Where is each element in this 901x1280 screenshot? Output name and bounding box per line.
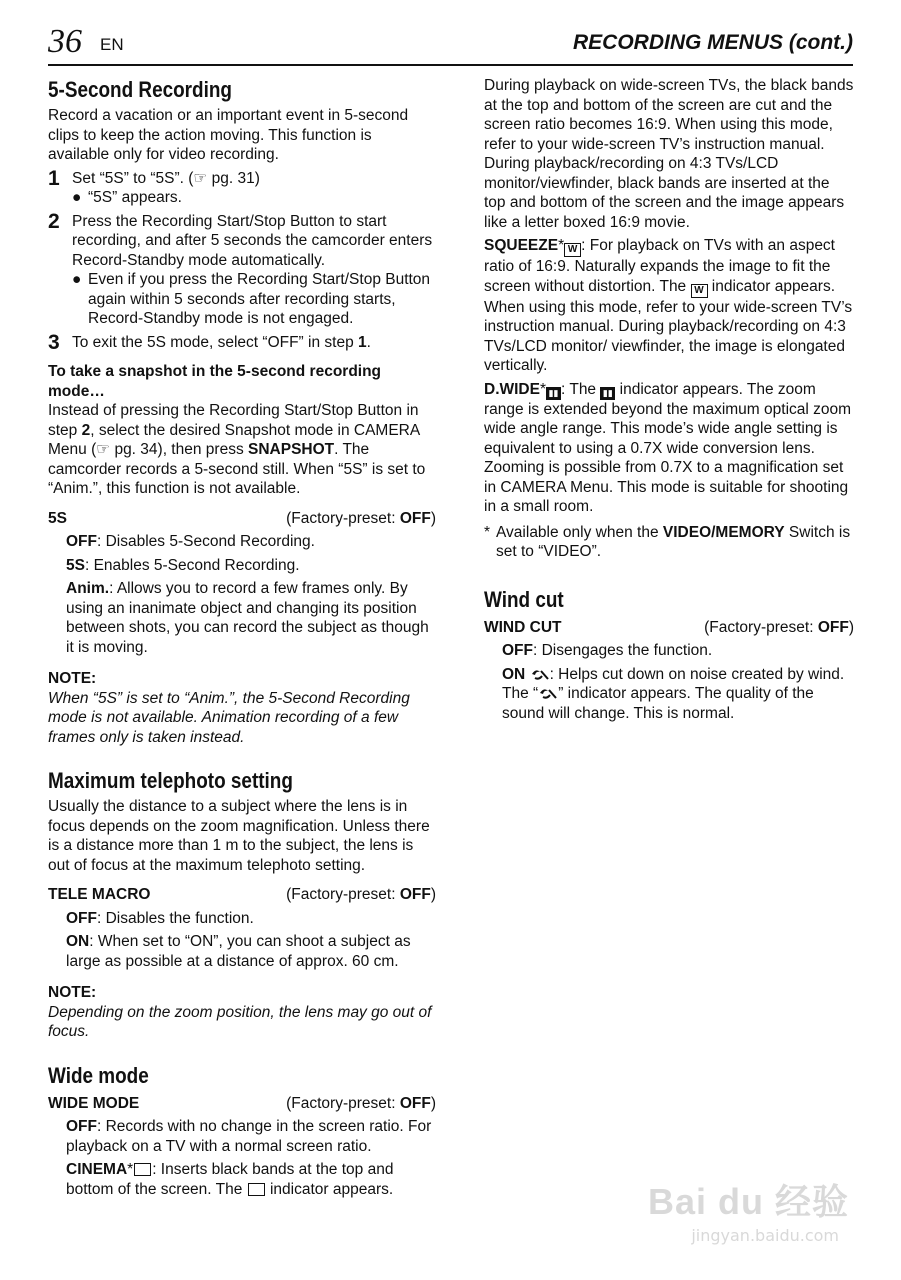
preset-value: OFF: [399, 886, 431, 903]
snapshot-text-b: 2: [81, 421, 91, 439]
snapshot-text: [48, 401, 436, 499]
preset-suffix: ): [430, 509, 436, 527]
setting-wide-mode-name: WIDE MODE: [48, 1094, 140, 1112]
step-2-number: 2: [48, 209, 60, 233]
step-3-number: 3: [48, 330, 60, 354]
footnote-text-b: VIDEO/MEMORY: [662, 523, 785, 541]
snapshot-text-c: , select the desired Snapshot mode in CAMERA Menu (☞ pg. 34), then press: [48, 421, 420, 458]
bullet-icon: ●: [72, 189, 82, 206]
asterisk-mark: *: [127, 1161, 134, 1178]
left-column: [48, 76, 436, 1199]
step-1-text: Set “5S” to “5S”. (☞ pg. 31): [72, 169, 260, 187]
preset-value: OFF: [399, 509, 431, 527]
option-dwide-label: D.WIDE: [484, 380, 540, 398]
note-text: Depending on the zoom position, the lens may go out of focus.: [48, 1003, 432, 1040]
option-on-text-a: : Helps cut down on noise created by wind. The “: [502, 665, 845, 702]
preset-prefix: (Factory-preset:: [704, 618, 818, 636]
option-cinema-text-b: indicator appears.: [265, 1180, 394, 1198]
step-1-number: 1: [48, 166, 60, 190]
dwide-icon: ▮▮: [546, 387, 561, 400]
snapshot-text-a: Instead of pressing the Recording Start/Stop Button in step: [48, 402, 419, 439]
step-3-text-c: .: [366, 333, 371, 351]
wind-cut-icon: [538, 686, 558, 700]
note-label: NOTE:: [48, 670, 97, 687]
option-on-text: : When set to “ON”, you can shoot a subject as large as possible at a distance of approx. 60 cm.: [66, 933, 411, 970]
step-1-bullet-text: “5S” appears.: [88, 189, 182, 206]
option-off-text: : Disables 5-Second Recording.: [97, 533, 315, 550]
option-off-text: : Disables the function.: [97, 909, 254, 927]
option-off-label: OFF: [502, 642, 533, 659]
footnote-text-c: Switch is set to “VIDEO”.: [496, 523, 851, 560]
snapshot-text-e: . The camcorder records a 5-second still. When “5S” is set to “Anim.”, this function is not available.: [48, 441, 426, 497]
footnote-text-a: Available only when the: [496, 523, 663, 541]
step-1-bullet: [72, 188, 436, 208]
snapshot-heading: To take a snapshot in the 5-second recording mode…: [48, 363, 382, 400]
note-text: When “5S” is set to “Anim.”, the 5-Second Recording mode is not available. Animation recording of a few frames only is taken instead.: [48, 689, 410, 746]
step-2-bullet-text: Even if you press the Recording Start/Stop Button again within 5 seconds after recording starts, Record-Standby mode is not engaged.: [88, 271, 431, 327]
cinema-continued: During playback on wide-screen TVs, the black bands at the top and bottom of the screen are cut and the screen ratio becomes 16:9. When using this mode, refer to your wide-screen TV’s instruction manual. During playback/recording on 4:3 TVs/LCD monitor/viewfinder, black bands are inserted at the top and bottom of the screen and the image appears like a letter boxed 16:9 movie.: [484, 77, 854, 231]
telephoto-intro: Usually the distance to a subject where the lens is in focus depends on the zoom magnification. Unless there is a distance more than 1 m to the subject, the lens is out of focus at the maximum telephoto setting.: [48, 798, 430, 874]
setting-wind-cut: [484, 618, 854, 638]
option-anim: [66, 579, 436, 657]
step-2-bullet: [72, 270, 436, 329]
setting-tele-macro-preset: [286, 885, 436, 905]
setting-5s: [48, 509, 436, 529]
setting-wind-cut-preset: [704, 618, 854, 638]
step-2: [48, 209, 436, 271]
option-off-label: OFF: [66, 909, 97, 927]
squeeze-w-icon: W: [691, 284, 708, 298]
option-on: [66, 932, 436, 971]
setting-tele-macro: [48, 885, 436, 905]
squeeze-w-icon: W: [564, 243, 581, 257]
section-title: RECORDING MENUS (cont.): [573, 31, 853, 54]
preset-prefix: (Factory-preset:: [286, 886, 400, 903]
note-label: NOTE:: [48, 984, 97, 1001]
option-on: [502, 665, 854, 724]
wind-cut-icon: [530, 667, 550, 681]
setting-wide-mode: [48, 1094, 436, 1114]
setting-5s-name: 5S: [48, 509, 67, 527]
option-5s: [66, 556, 436, 576]
option-cinema-label: CINEMA: [66, 1161, 128, 1178]
option-anim-text: : Allows you to record a few frames only. By using an inanimate object and changing its position between shots, you can record the subject as though it is moving.: [66, 580, 429, 656]
preset-prefix: (Factory-preset:: [286, 1094, 400, 1112]
preset-suffix: ): [430, 886, 436, 903]
asterisk-mark: *: [539, 380, 547, 398]
header-divider: [48, 64, 853, 66]
option-off: [66, 532, 436, 552]
step-3-text-a: To exit the 5S mode, select “OFF” in step: [72, 333, 359, 351]
option-off-label: OFF: [66, 1118, 97, 1135]
preset-suffix: ): [848, 618, 854, 636]
option-off: [66, 909, 436, 929]
page-header: [48, 22, 853, 62]
preset-prefix: (Factory-preset:: [286, 509, 400, 527]
option-off: [66, 1117, 436, 1156]
option-off-text: : Records with no change in the screen ratio. For playback on a TV with a normal screen ratio.: [66, 1118, 432, 1155]
step-1: [48, 166, 436, 190]
step-2-text: Press the Recording Start/Stop Button to start recording, and after 5 seconds the camcorder enters Record-Standby mode automatically.: [72, 212, 433, 269]
watermark-url: jingyan.baidu.com: [691, 1226, 839, 1245]
option-off: [502, 641, 854, 661]
option-cinema-text-a: : Inserts black bands at the top and bottom of the screen. The: [66, 1161, 394, 1198]
dwide-icon: ▮▮: [600, 387, 615, 400]
option-5s-label: 5S: [66, 556, 85, 574]
cinema-box-icon: [134, 1163, 151, 1176]
cinema-box-icon: [248, 1183, 265, 1196]
wind-cut-heading: Wind cut: [484, 586, 564, 612]
option-squeeze: [484, 236, 854, 376]
option-on-label: ON: [66, 933, 90, 950]
bullet-icon: ●: [72, 271, 82, 288]
asterisk-mark: *: [558, 237, 565, 254]
watermark-logo: Bai du 经验: [647, 1181, 849, 1222]
preset-value: OFF: [399, 1094, 431, 1112]
option-squeeze-text-b: indicator appears. When using this mode, refer to your wide-screen TV’s instruction manual. During playback/recording on 4:3 TVs/LCD monitor/ viewfinder, the image is elongated vertically.: [484, 277, 853, 374]
baidu-watermark: [629, 1182, 849, 1252]
step-3-text: [72, 333, 436, 353]
wide-mode-heading: Wide mode: [48, 1062, 149, 1088]
option-squeeze-label: SQUEEZE: [484, 237, 559, 254]
option-dwide: [484, 380, 854, 517]
snapshot-text-d: SNAPSHOT: [248, 441, 335, 458]
five-second-intro: Record a vacation or an important event in 5-second clips to keep the action moving. This function is available only for video recording.: [48, 107, 409, 163]
five-second-heading: 5-Second Recording: [48, 77, 232, 102]
option-squeeze-text-a: : For playback on TVs with an aspect ratio of 16:9. Naturally expands the image to fit the screen without distortion. The: [484, 237, 835, 295]
setting-wind-cut-name: WIND CUT: [484, 618, 562, 636]
option-on-text-b: ” indicator appears. The quality of the sound will change. This is normal.: [502, 685, 814, 722]
footnote-mark: *: [484, 523, 491, 541]
setting-tele-macro-name: TELE MACRO: [48, 886, 151, 903]
option-off-text: : Disengages the function.: [533, 642, 713, 659]
option-5s-text: : Enables 5-Second Recording.: [84, 556, 300, 574]
step-3: [48, 330, 436, 354]
preset-value: OFF: [817, 618, 849, 636]
telephoto-heading: Maximum telephoto setting: [48, 768, 293, 793]
option-off-label: OFF: [66, 533, 97, 550]
option-dwide-text-a: : The: [561, 380, 601, 398]
footnote: [484, 523, 854, 562]
page-language: EN: [100, 35, 124, 54]
option-cinema: [66, 1160, 436, 1199]
option-dwide-text-b: indicator appears. The zoom range is extended beyond the maximum optical zoom wide angle range. This mode’s wide angle setting is equivalent to using a 0.7X wide conversion lens. Zooming is possible from 0.7X to a magnification set in CAMERA Menu. This mode is suitable for shooting in a small room.: [484, 380, 852, 515]
page-number: 36: [48, 23, 82, 60]
preset-suffix: ): [430, 1094, 436, 1112]
setting-wide-mode-preset: [286, 1094, 436, 1114]
option-on-label: ON: [502, 665, 526, 683]
right-column: [484, 76, 854, 723]
option-anim-label: Anim.: [66, 580, 110, 597]
step-3-text-b: 1: [358, 333, 367, 351]
setting-5s-preset: [286, 509, 436, 529]
